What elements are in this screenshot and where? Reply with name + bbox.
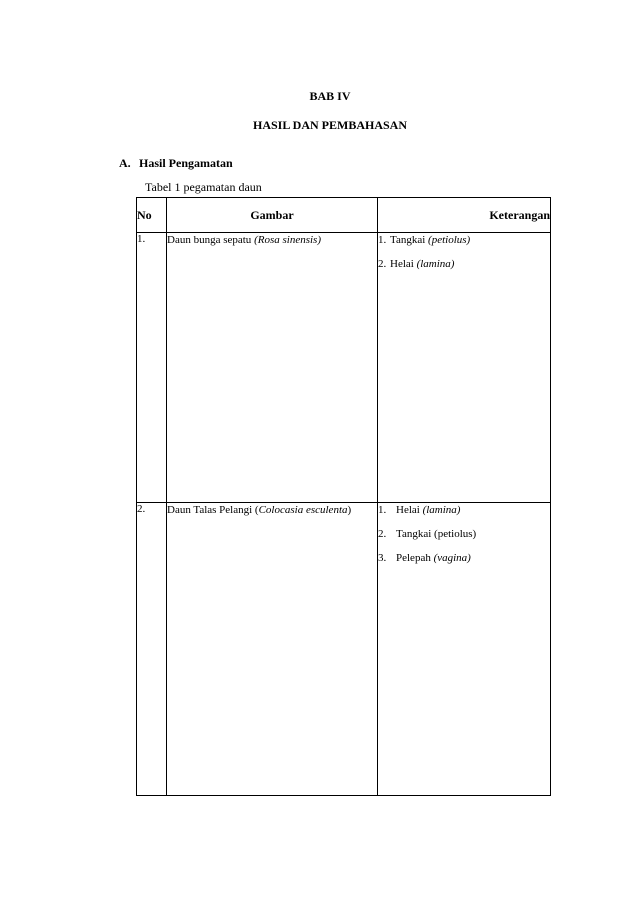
row-keterangan bbox=[378, 503, 551, 796]
header-keterangan: Keterangan bbox=[378, 198, 551, 233]
keterangan-number: 1. bbox=[378, 234, 387, 246]
header-no: No bbox=[137, 198, 167, 233]
keterangan-text: Tangkai bbox=[390, 234, 429, 246]
keterangan-text: Helai bbox=[396, 504, 423, 516]
section-heading bbox=[119, 156, 233, 171]
table-header-row bbox=[137, 198, 551, 233]
description-end: ) bbox=[347, 504, 352, 516]
chapter-title: BAB IV bbox=[309, 89, 351, 103]
keterangan-latin: (petiolus) bbox=[434, 528, 477, 540]
row-description bbox=[167, 503, 378, 796]
table-row bbox=[137, 233, 551, 503]
observation-table bbox=[136, 197, 551, 796]
keterangan-latin: (lamina) bbox=[422, 504, 461, 516]
table-caption: Tabel 1 pegamatan daun bbox=[145, 180, 262, 194]
keterangan-item bbox=[378, 527, 550, 541]
keterangan-latin: (lamina) bbox=[416, 258, 455, 270]
keterangan-number: 2. bbox=[378, 528, 387, 540]
section-marker: A. bbox=[119, 156, 131, 170]
row-description bbox=[167, 233, 378, 503]
keterangan-text: Pelepah bbox=[396, 552, 434, 564]
keterangan-text: Tangkai bbox=[396, 528, 435, 540]
keterangan-latin: (petiolus) bbox=[428, 234, 471, 246]
keterangan-item bbox=[378, 503, 550, 517]
keterangan-text: Helai bbox=[390, 258, 417, 270]
table-row bbox=[137, 503, 551, 796]
header-gambar: Gambar bbox=[167, 198, 378, 233]
description-text: Daun bunga sepatu bbox=[167, 234, 255, 246]
keterangan-item bbox=[378, 551, 550, 565]
keterangan-latin: (vagina) bbox=[433, 552, 471, 564]
row-number: 2. bbox=[137, 503, 167, 796]
keterangan-item bbox=[378, 257, 550, 271]
keterangan-number: 1. bbox=[378, 504, 387, 516]
description-text: Daun Talas Pelangi ( bbox=[167, 504, 259, 516]
row-keterangan bbox=[378, 233, 551, 503]
keterangan-item bbox=[378, 233, 550, 247]
chapter-subtitle: HASIL DAN PEMBAHASAN bbox=[252, 118, 408, 132]
keterangan-number: 2. bbox=[378, 258, 387, 270]
keterangan-number: 3. bbox=[378, 552, 387, 564]
section-heading-text: Hasil Pengamatan bbox=[139, 156, 233, 170]
scientific-name: (Rosa sinensis) bbox=[254, 234, 321, 246]
scientific-name: Colocasia esculenta bbox=[258, 504, 348, 516]
row-number: 1. bbox=[137, 233, 167, 503]
